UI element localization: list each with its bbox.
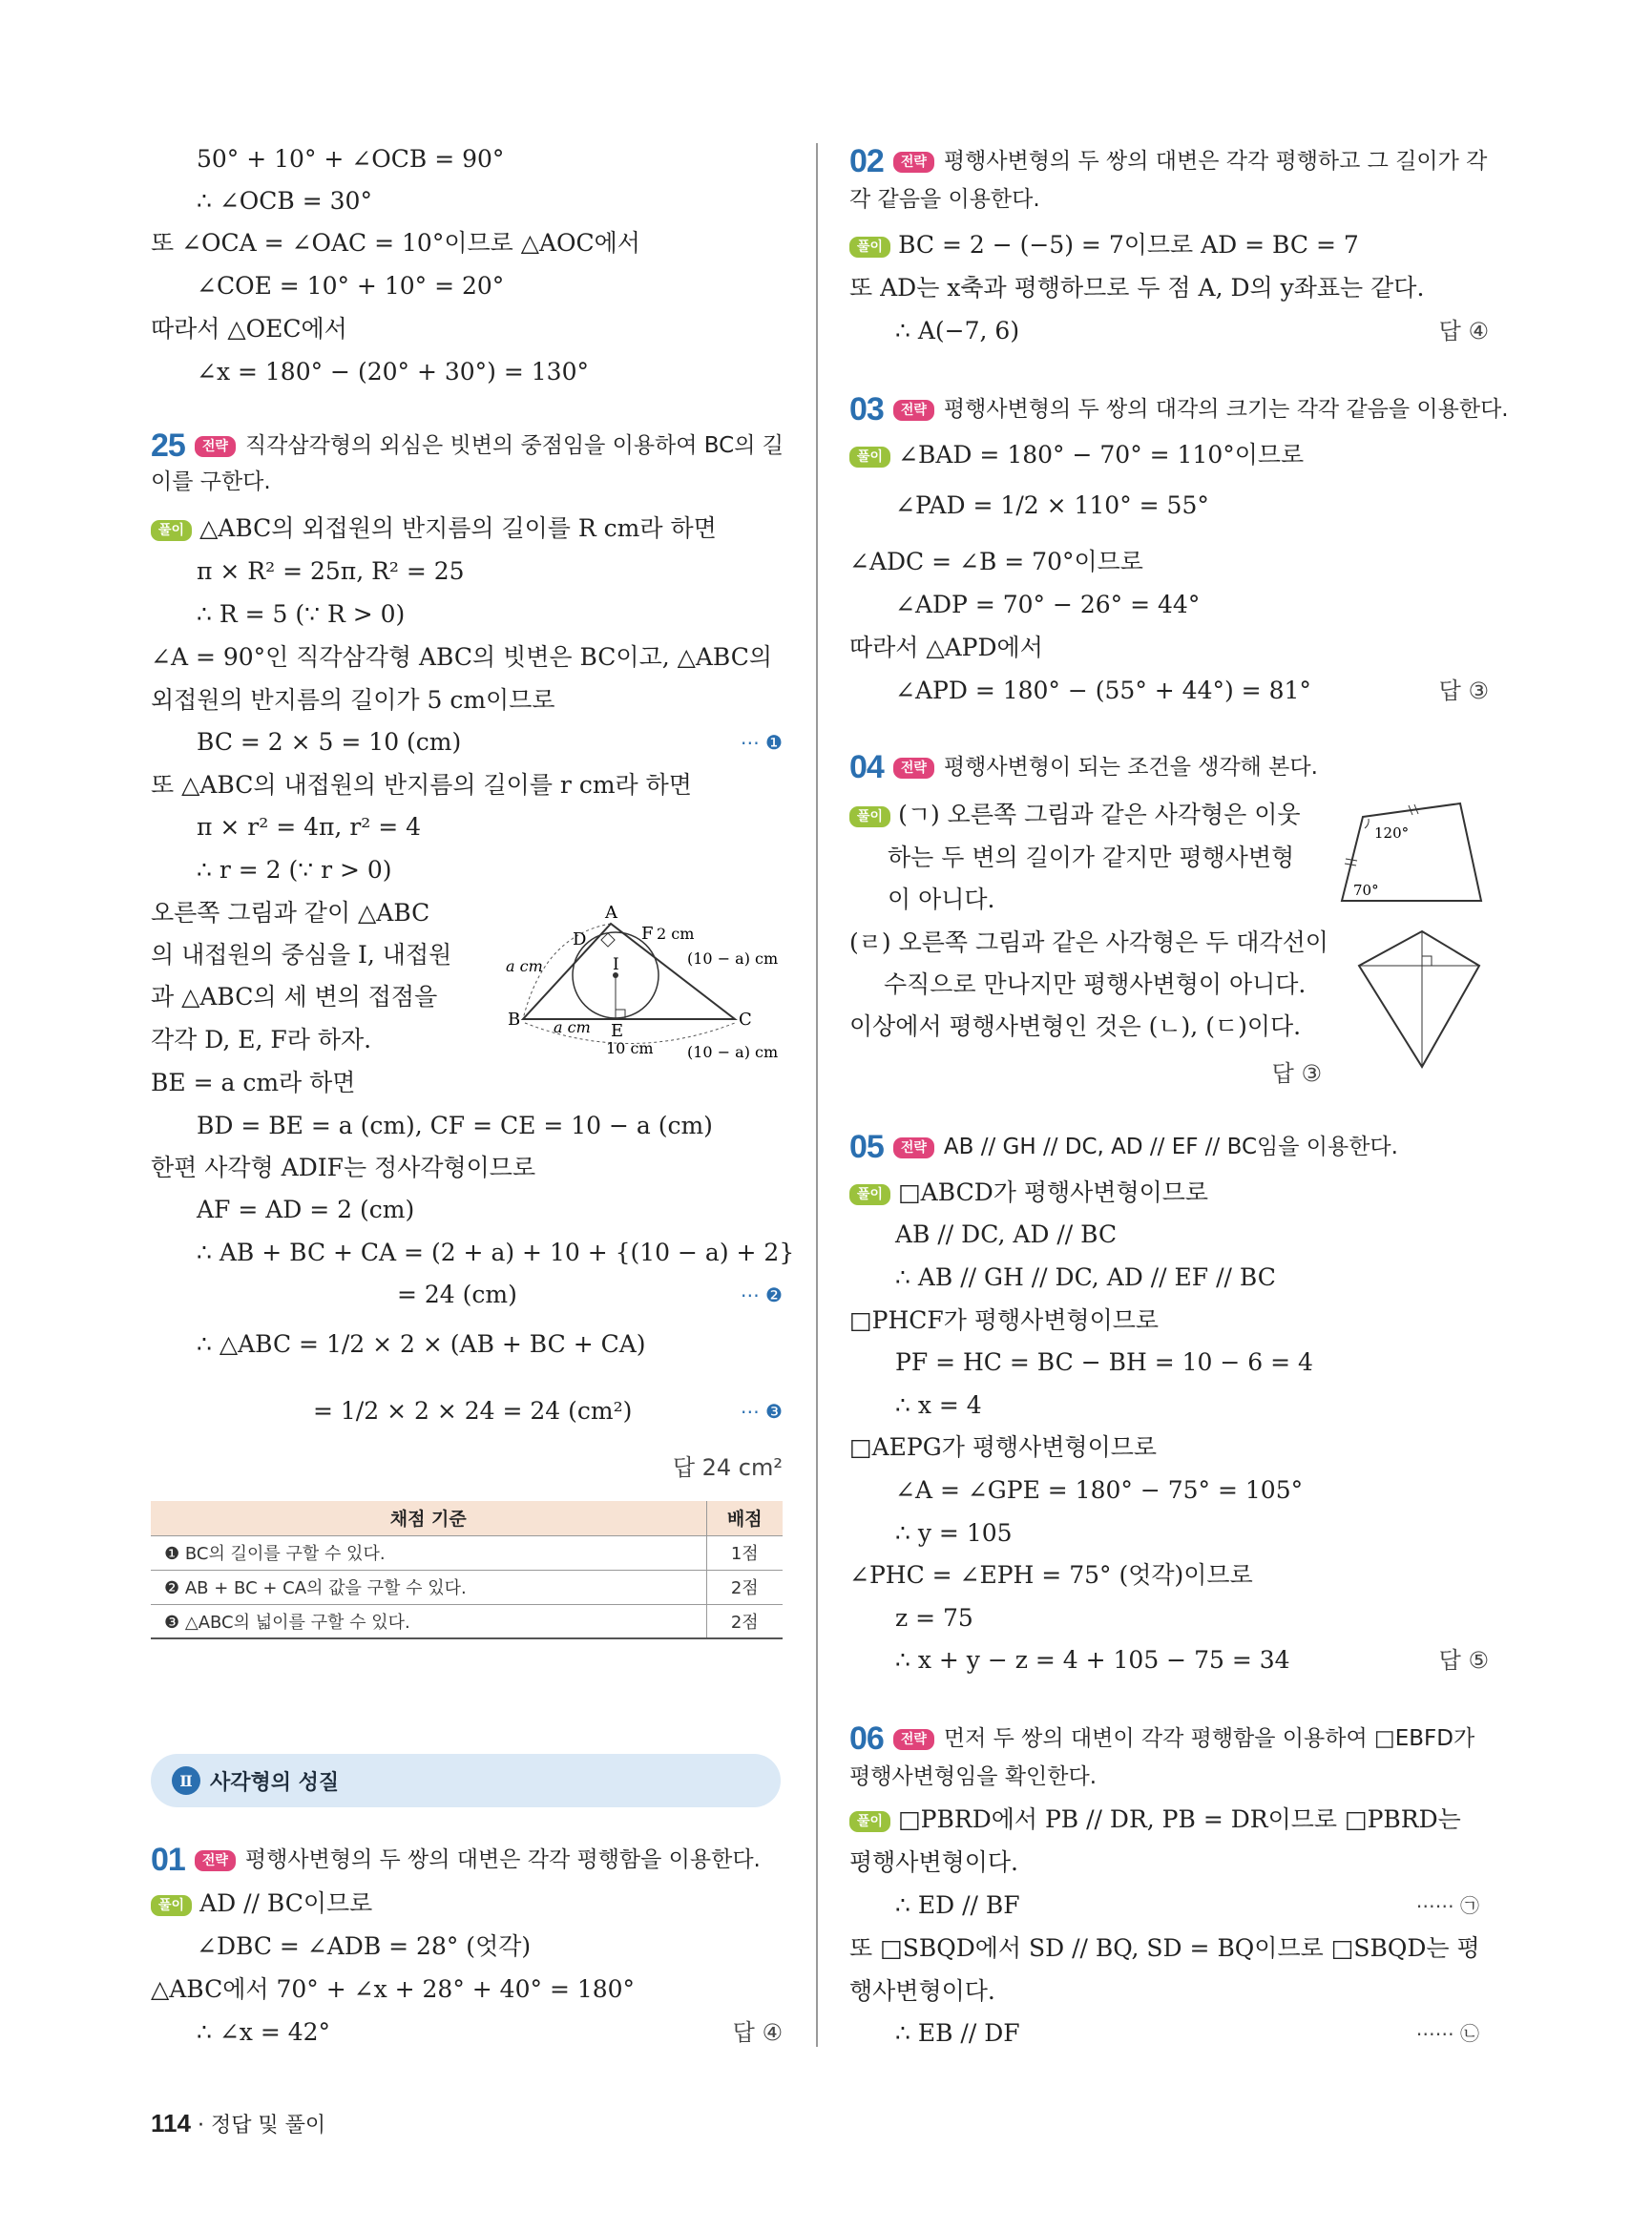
- fig-label-a-base: a cm: [554, 1018, 591, 1036]
- solution-line: [151, 2016, 783, 2049]
- solution-line: ∴ AB // GH // DC, AD // EF // BC: [895, 1263, 1276, 1291]
- solution-line: ∠ADP = 70° − 26° = 44°: [895, 591, 1201, 618]
- solution-line: 의 내접원의 중심을 I, 내접원: [151, 941, 452, 969]
- question-number: 05: [849, 1129, 884, 1165]
- question-number: 25: [151, 427, 185, 464]
- table-cell: 1점: [706, 1535, 783, 1570]
- answer-02: 답 ④: [1438, 318, 1489, 344]
- fig-label-10-a-side: (10 − a) cm: [687, 949, 779, 968]
- solution-line: [849, 1644, 1489, 1677]
- solution-text: △ABC의 외접원의 반지름의 길이를 R cm라 하면: [199, 514, 717, 542]
- solution-line: ∴ R = 5 (∵ R > 0): [197, 600, 406, 628]
- strategy-badge: 전략: [893, 400, 934, 421]
- solution-line: [849, 2017, 1489, 2050]
- solution-text: □ABCD가 평행사변형이므로: [898, 1178, 1209, 1206]
- solution-line: ∴ △ABC = 1/2 × 2 × (AB + BC + CA): [197, 1330, 646, 1358]
- solution-text: = 24 (cm): [397, 1281, 517, 1308]
- fig-label-D: D: [573, 929, 587, 949]
- solution-line: PF = HC = BC − BH = 10 − 6 = 4: [895, 1348, 1313, 1376]
- solution-line: 이상에서 평행사변형인 것은 (ㄴ), (ㄷ)이다.: [849, 1012, 1302, 1040]
- solution-line: 이 아니다.: [888, 886, 995, 913]
- solution-line: π × R² = 25π, R² = 25: [197, 557, 465, 585]
- solution-badge: 풀이: [849, 1184, 890, 1205]
- table-row: [151, 1570, 783, 1604]
- fig-label-a-side: a cm: [506, 957, 543, 975]
- solution-text: □PBRD에서 PB // DR, PB = DR이므로 □PBRD는: [898, 1805, 1461, 1833]
- fig-label-B: B: [508, 1010, 521, 1030]
- solution-line: [849, 439, 1304, 471]
- page-footer: [151, 2109, 325, 2138]
- solution-line: ∠ADC = ∠B = 70°이므로: [849, 548, 1143, 575]
- solution-line: □AEPG가 평행사변형이므로: [849, 1433, 1158, 1461]
- solution-line: [151, 726, 783, 759]
- solution-line: 평행사변형이다.: [849, 1848, 1018, 1876]
- strategy-text-cont: 각 같음을 이용한다.: [849, 187, 1040, 212]
- fig-label-E: E: [611, 1021, 624, 1041]
- text-line: 따라서 △OEC에서: [151, 315, 347, 343]
- solution-line: BD = BE = a (cm), CF = CE = 10 − a (cm): [197, 1112, 713, 1139]
- solution-text: ∴ ED // BF: [895, 1891, 1020, 1919]
- solution-line: ∴ x = 4: [895, 1391, 982, 1419]
- column-divider: [816, 143, 818, 2047]
- solution-line: π × r² = 4π, r² = 4: [197, 813, 422, 841]
- table-cell: 2점: [706, 1570, 783, 1604]
- solution-text: = 1/2 × 2 × 24 = 24 (cm²): [313, 1397, 633, 1425]
- solution-line: (ㄹ) 오른쪽 그림과 같은 사각형은 두 대각선이: [849, 928, 1328, 956]
- solution-badge: 풀이: [849, 806, 890, 827]
- solution-line: 또 △ABC의 내접원의 반지름의 길이를 r cm라 하면: [151, 771, 692, 799]
- solution-text: ∴ ∠x = 42°: [197, 2018, 331, 2046]
- solution-line: [151, 512, 717, 545]
- solution-badge: 풀이: [849, 237, 890, 258]
- solution-text: BC = 2 − (−5) = 7이므로 AD = BC = 7: [898, 231, 1359, 259]
- section-header: [151, 1754, 781, 1807]
- text-line: 50° + 10° + ∠OCB = 90°: [197, 145, 505, 173]
- question-04-header: [849, 749, 1318, 785]
- strategy-text: AB // GH // DC, AD // EF // BC임을 이용한다.: [943, 1135, 1398, 1159]
- strategy-text-cont: 이를 구한다.: [151, 469, 271, 494]
- solution-line: AF = AD = 2 (cm): [197, 1196, 415, 1223]
- answer-04: 답 ③: [1271, 1060, 1322, 1087]
- table-header: 배점: [706, 1501, 783, 1535]
- solution-line: ∠PHC = ∠EPH = 75° (엇각)이므로: [849, 1561, 1253, 1589]
- strategy-text: 평행사변형의 두 쌍의 대변은 각각 평행하고 그 길이가 각: [943, 149, 1488, 174]
- table-row: [151, 1535, 783, 1570]
- answer-03: 답 ③: [1438, 678, 1489, 704]
- strategy-badge: 전략: [893, 758, 934, 779]
- solution-badge: 풀이: [849, 447, 890, 468]
- table-header: 채점 기준: [151, 1501, 706, 1535]
- solution-line: [849, 1177, 1208, 1209]
- solution-line: 한편 사각형 ADIF는 정사각형이므로: [151, 1154, 536, 1181]
- strategy-text: 평행사변형이 되는 조건을 생각해 본다.: [943, 755, 1318, 780]
- solution-line: △ABC에서 70° + ∠x + 28° + 40° = 180°: [151, 1975, 636, 2003]
- fig-label-70: 70°: [1353, 882, 1379, 899]
- solution-line: [151, 1279, 783, 1311]
- question-number: 03: [849, 391, 884, 427]
- solution-line: 과 △ABC의 세 변의 접점을: [151, 983, 438, 1011]
- solution-badge: 풀이: [151, 520, 192, 541]
- strategy-text: 평행사변형의 두 쌍의 대각의 크기는 각각 같음을 이용한다.: [943, 397, 1509, 422]
- text-line: ∠COE = 10° + 10° = 20°: [197, 272, 505, 300]
- equation-ref-1: ⋯⋯ ㉠: [1415, 1894, 1479, 1917]
- solution-line: ∠A = 90°인 직각삼각형 ABC의 빗변은 BC이고, △ABC의: [151, 643, 773, 671]
- solution-line: z = 75: [895, 1604, 973, 1632]
- question-01-header: [151, 1842, 761, 1878]
- question-05-header: [849, 1129, 1398, 1165]
- strategy-badge: 전략: [893, 152, 934, 173]
- solution-line: 따라서 △APD에서: [849, 634, 1043, 661]
- strategy-text: 먼저 두 쌍의 대변이 각각 평행함을 이용하여 □EBFD가: [943, 1726, 1475, 1751]
- question-06-header: [849, 1720, 1474, 1757]
- page-number: 114: [151, 2109, 191, 2137]
- table-cell: ❷ AB + BC + CA의 값을 구할 수 있다.: [151, 1570, 706, 1604]
- strategy-badge: 전략: [195, 1850, 236, 1871]
- question-number: 04: [849, 749, 884, 785]
- table-cell: 2점: [706, 1604, 783, 1638]
- solution-text: ∴ A(−7, 6): [895, 317, 1020, 344]
- solution-text: ∠BAD = 180° − 70° = 110°이므로: [898, 441, 1305, 469]
- solution-line: ∴ r = 2 (∵ r > 0): [197, 856, 392, 884]
- solution-line: ∠A = ∠GPE = 180° − 75° = 105°: [895, 1476, 1304, 1504]
- solution-line: 또 AD는 x축과 평행하므로 두 점 A, D의 y좌표는 같다.: [849, 274, 1425, 302]
- section-number: Ⅱ: [172, 1766, 200, 1795]
- solution-line: 행사변형이다.: [849, 1977, 995, 2005]
- strategy-badge: 전략: [893, 1729, 934, 1750]
- answer-05: 답 ⑤: [1438, 1647, 1489, 1674]
- table-cell: ❶ BC의 길이를 구할 수 있다.: [151, 1535, 706, 1570]
- solution-line: 외접원의 반지름의 길이가 5 cm이므로: [151, 686, 555, 714]
- strategy-text: 평행사변형의 두 쌍의 대변은 각각 평행함을 이용한다.: [244, 1847, 761, 1872]
- solution-text: ∴ EB // DF: [895, 2019, 1020, 2047]
- solution-line: 하는 두 변의 길이가 같지만 평행사변형: [888, 844, 1295, 871]
- solution-line: ∠PAD = 1/2 × 110° = 55°: [895, 491, 1209, 519]
- solution-text: (ㄱ) 오른쪽 그림과 같은 사각형은 이웃: [898, 801, 1301, 828]
- answer-25: 답 24 cm²: [672, 1454, 783, 1481]
- fig-label-I: I: [613, 955, 619, 974]
- fig-label-2cm: 2 cm: [657, 925, 695, 943]
- scoring-table: [151, 1501, 783, 1639]
- step-marker-2: ⋯ ❷: [740, 1283, 783, 1306]
- solution-line: [151, 1395, 783, 1428]
- fig-label-A: A: [605, 903, 617, 923]
- question-03-header: [849, 391, 1509, 427]
- equation-ref-2: ⋯⋯ ㉡: [1415, 2022, 1479, 2045]
- table-row: [151, 1604, 783, 1638]
- text-line: ∴ ∠OCB = 30°: [197, 187, 372, 215]
- solution-line: BE = a cm라 하면: [151, 1069, 356, 1096]
- solution-text: ∴ x + y − z = 4 + 105 − 75 = 34: [895, 1646, 1290, 1674]
- quadrilateral-figure: [1336, 800, 1489, 905]
- solution-line: [849, 799, 1301, 831]
- question-02-header: [849, 143, 1487, 179]
- solution-text: ∠APD = 180° − (55° + 44°) = 81°: [895, 677, 1311, 704]
- solution-line: [849, 315, 1489, 347]
- solution-line: □PHCF가 평행사변형이므로: [849, 1306, 1160, 1334]
- solution-line: 각각 D, E, F라 하자.: [151, 1026, 372, 1053]
- solution-line: 수직으로 만나지만 평행사변형이 아니다.: [884, 970, 1307, 998]
- solution-line: ∴ AB + BC + CA = (2 + a) + 10 + {(10 − a) + 2}: [197, 1239, 795, 1266]
- solution-badge: 풀이: [849, 1811, 890, 1832]
- text-line: ∠x = 180° − (20° + 30°) = 130°: [197, 358, 589, 386]
- fig-label-10cm: 10 cm: [606, 1039, 654, 1057]
- strategy-text: 직각삼각형의 외심은 빗변의 중점임을 이용하여 BC의 길: [244, 433, 784, 458]
- solution-line: [151, 1887, 372, 1920]
- question-number: 06: [849, 1720, 884, 1757]
- strategy-badge: 전략: [195, 436, 236, 457]
- fig-label-F: F: [641, 924, 654, 944]
- fig-label-10-a-base: (10 − a) cm: [687, 1043, 779, 1061]
- table-cell: ❸ △ABC의 넓이를 구할 수 있다.: [151, 1604, 706, 1638]
- triangle-incircle-figure: [506, 897, 792, 1069]
- solution-line: AB // DC, AD // BC: [895, 1220, 1118, 1248]
- step-marker-3: ⋯ ❸: [740, 1400, 783, 1423]
- solution-line: 또 □SBQD에서 SD // BQ, SD = BQ이므로 □SBQD는 평: [849, 1934, 1480, 1962]
- solution-text: AD // BC이므로: [199, 1889, 373, 1917]
- kite-figure: [1355, 928, 1489, 1071]
- question-number: 02: [849, 143, 884, 179]
- solution-line: [849, 1804, 1461, 1836]
- text-line: 또 ∠OCA = ∠OAC = 10°이므로 △AOC에서: [151, 229, 640, 257]
- solution-badge: 풀이: [151, 1895, 192, 1916]
- solution-text: BC = 2 × 5 = 10 (cm): [197, 728, 462, 756]
- answer-01: 답 ④: [732, 2019, 783, 2046]
- solution-line: ∴ y = 105: [895, 1519, 1013, 1547]
- solution-line: [849, 675, 1489, 707]
- fig-label-120: 120°: [1374, 824, 1410, 842]
- solution-line: [849, 1889, 1489, 1922]
- strategy-badge: 전략: [893, 1137, 934, 1158]
- solution-line: ∠DBC = ∠ADB = 28° (엇각): [197, 1932, 532, 1960]
- question-number: 01: [151, 1842, 185, 1878]
- strategy-text-cont: 평행사변형임을 확인한다.: [849, 1764, 1098, 1789]
- fig-label-C: C: [739, 1010, 752, 1030]
- section-title: 사각형의 성질: [210, 1770, 340, 1795]
- solution-line: [849, 229, 1359, 261]
- step-marker-1: ⋯ ❶: [740, 731, 783, 754]
- question-25-header: [151, 427, 784, 464]
- footer-label: · 정답 및 풀이: [197, 2114, 326, 2137]
- solution-line: 오른쪽 그림과 같이 △ABC: [151, 899, 430, 927]
